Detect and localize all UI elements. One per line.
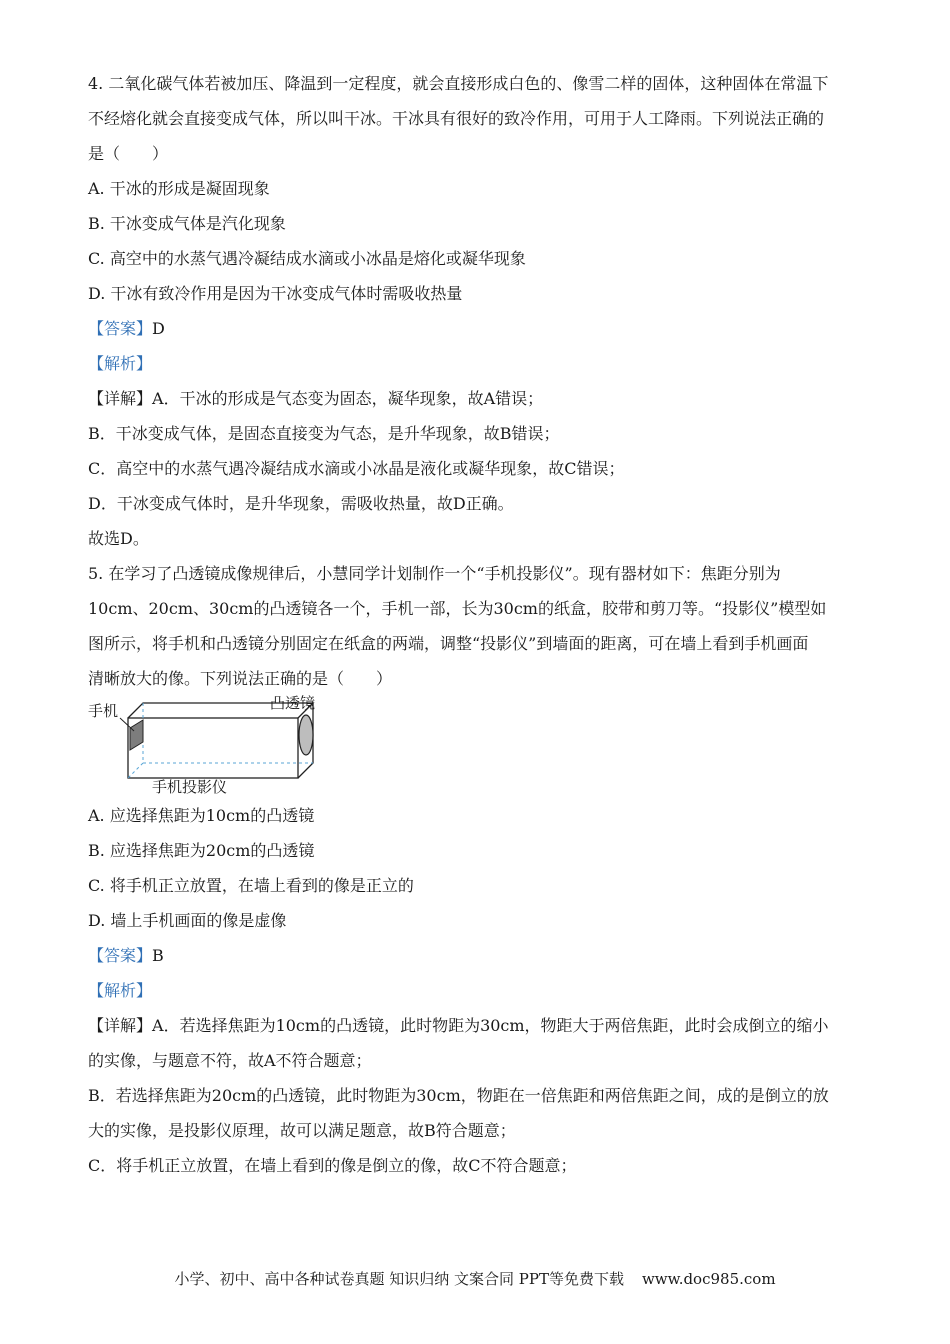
option-b: B. 应选择焦距为20cm的凸透镜 xyxy=(88,841,315,860)
detail-text: A．若选择焦距为10cm的凸透镜，此时物距为30cm，物距大于两倍焦距，此时会成倒立的缩小 xyxy=(152,1016,829,1035)
projector-box-diagram xyxy=(88,698,388,794)
answer-tag: 【答案】 xyxy=(88,946,153,965)
phone-label: 手机 xyxy=(88,702,119,720)
question-4 xyxy=(88,66,863,556)
question-stem-line: 清晰放大的像。下列说法正确的是（ ） xyxy=(88,669,393,688)
question-stem-line: 10cm、20cm、30cm的凸透镜各一个，手机一部，长为30cm的纸盒，胶带和剪刀等。“投影仪”模型如 xyxy=(88,599,827,618)
question-5 xyxy=(88,556,863,1183)
detail-text: A．干冰的形成是气态变为固态，凝华现象，故A错误； xyxy=(152,389,544,408)
figure-caption: 手机投影仪 xyxy=(152,778,228,796)
page-footer xyxy=(0,1268,950,1289)
analysis-line xyxy=(88,346,863,381)
answer-line xyxy=(88,938,863,973)
question-stem-line: 图所示，将手机和凸透镜分别固定在纸盒的两端，调整“投影仪”到墙面的距离，可在墙上看到手机画面 xyxy=(88,634,809,653)
detail-line: 的实像，与题意不符，故A不符合题意； xyxy=(88,1051,372,1070)
footer-url[interactable]: www.doc985.com xyxy=(641,1270,776,1288)
detail-line: B．干冰变成气体，是固态直接变为气态，是升华现象，故B错误； xyxy=(88,424,560,443)
question-stem-line: 5. 在学习了凸透镜成像规律后，小慧同学计划制作一个“手机投影仪”。现有器材如下：焦距分别为 xyxy=(88,564,781,583)
analysis-line xyxy=(88,973,863,1008)
detail-tag: 【详解】 xyxy=(88,1016,153,1035)
footer-text: 小学、初中、高中各种试卷真题 知识归纳 文案合同 PPT等免费下载 xyxy=(174,1270,624,1288)
detail-tag: 【详解】 xyxy=(88,389,153,408)
conclusion-line: 故选D。 xyxy=(88,529,149,548)
question-stem-line: 4. 二氧化碳气体若被加压、降温到一定程度，就会直接形成白色的、像雪二样的固体，这种固体在常温下 xyxy=(88,74,829,93)
option-d: D. 干冰有致冷作用是因为干冰变成气体时需吸收热量 xyxy=(88,284,463,303)
question-stem-line: 是（ ） xyxy=(88,144,169,163)
detail-line: C．将手机正立放置，在墙上看到的像是倒立的像，故C不符合题意； xyxy=(88,1156,577,1175)
option-c: C. 高空中的水蒸气遇冷凝结成水滴或小冰晶是熔化或凝华现象 xyxy=(88,249,526,268)
analysis-tag: 【解析】 xyxy=(88,981,153,1000)
answer-value: D xyxy=(152,319,165,338)
option-a: A. 干冰的形成是凝固现象 xyxy=(88,179,270,198)
answer-value: B xyxy=(152,946,164,965)
document-page xyxy=(88,66,863,1183)
detail-line xyxy=(88,381,863,416)
answer-tag: 【答案】 xyxy=(88,319,153,338)
option-a: A. 应选择焦距为10cm的凸透镜 xyxy=(88,806,315,825)
detail-line: C．高空中的水蒸气遇冷凝结成水滴或小冰晶是液化或凝华现象，故C错误； xyxy=(88,459,625,478)
option-b: B. 干冰变成气体是汽化现象 xyxy=(88,214,286,233)
lens-label: 凸透镜 xyxy=(270,694,316,712)
detail-line xyxy=(88,1008,863,1043)
question-stem-line: 不经熔化就会直接变成气体，所以叫干冰。干冰具有很好的致冷作用，可用于人工降雨。下列说法正确的 xyxy=(88,109,825,128)
option-c: C. 将手机正立放置，在墙上看到的像是正立的 xyxy=(88,876,414,895)
option-d: D. 墙上手机画面的像是虚像 xyxy=(88,911,287,930)
analysis-tag: 【解析】 xyxy=(88,354,153,373)
detail-line: D．干冰变成气体时，是升华现象，需吸收热量，故D正确。 xyxy=(88,494,514,513)
answer-line xyxy=(88,311,863,346)
detail-line: 大的实像，是投影仪原理，故可以满足题意，故B符合题意； xyxy=(88,1121,516,1140)
detail-line: B．若选择焦距为20cm的凸透镜，此时物距为30cm，物距在一倍焦距和两倍焦距之间，成的是倒立的放 xyxy=(88,1086,829,1105)
projector-figure xyxy=(88,694,388,796)
